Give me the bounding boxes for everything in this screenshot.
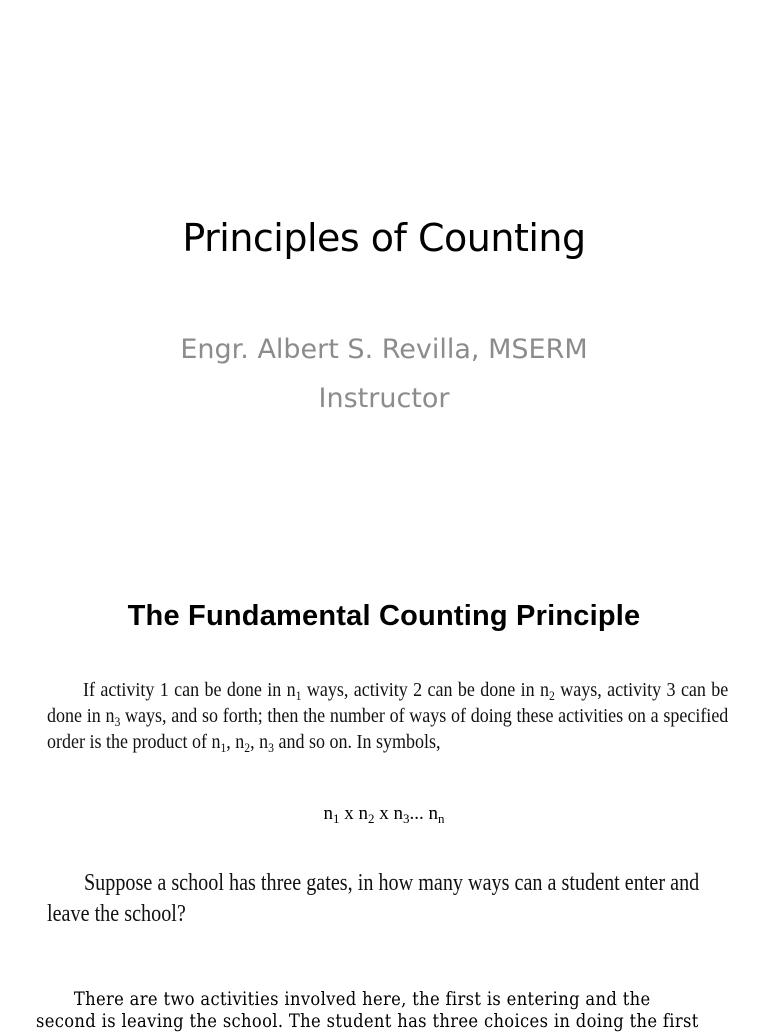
definition-paragraph — [47, 677, 728, 755]
definition-text: , n — [226, 731, 245, 753]
slide-title: Principles of Counting — [182, 216, 586, 260]
subscript: 1 — [295, 688, 302, 703]
formula-text: x n — [374, 803, 403, 824]
example-question — [47, 868, 732, 930]
subscript: 2 — [244, 740, 251, 755]
definition-text: ways, activity 2 can be done in n — [301, 679, 550, 701]
formula — [0, 803, 768, 825]
definition-text: If activity 1 can be done in n — [83, 679, 296, 701]
formula-text: ... n — [409, 803, 438, 824]
subscript: 1 — [220, 740, 227, 755]
question-text: Suppose a school has three gates, in how many ways can a student enter and leave the school? — [47, 870, 700, 927]
subscript: 3 — [403, 811, 410, 826]
formula-text: x n — [339, 803, 368, 824]
subscript: 3 — [268, 740, 275, 755]
subscript: 2 — [368, 811, 375, 826]
subscript: 3 — [114, 714, 121, 729]
explanation-paragraph — [36, 988, 733, 1032]
formula-text: n — [323, 803, 333, 824]
definition-text: , n — [250, 731, 269, 753]
definition-text: and so on. In symbols, — [274, 731, 441, 753]
subtitle-role: Instructor — [318, 383, 450, 414]
section-heading: The Fundamental Counting Principle — [127, 600, 641, 632]
definition-text: ways, activity 3 can be done in n — [47, 679, 729, 727]
explanation-line: second is leaving the school. The student has three choices in doing the first — [36, 1010, 699, 1032]
subscript: n — [438, 811, 445, 826]
subscript: 1 — [333, 811, 340, 826]
explanation-line: There are two activities involved here, the first is entering and the — [73, 988, 651, 1010]
subtitle-author: Engr. Albert S. Revilla, MSERM — [180, 334, 588, 365]
subscript: 2 — [549, 688, 555, 703]
definition-text: ways, and so forth; then the number of ways of doing these activities on a specified order is the product of n — [47, 705, 729, 753]
